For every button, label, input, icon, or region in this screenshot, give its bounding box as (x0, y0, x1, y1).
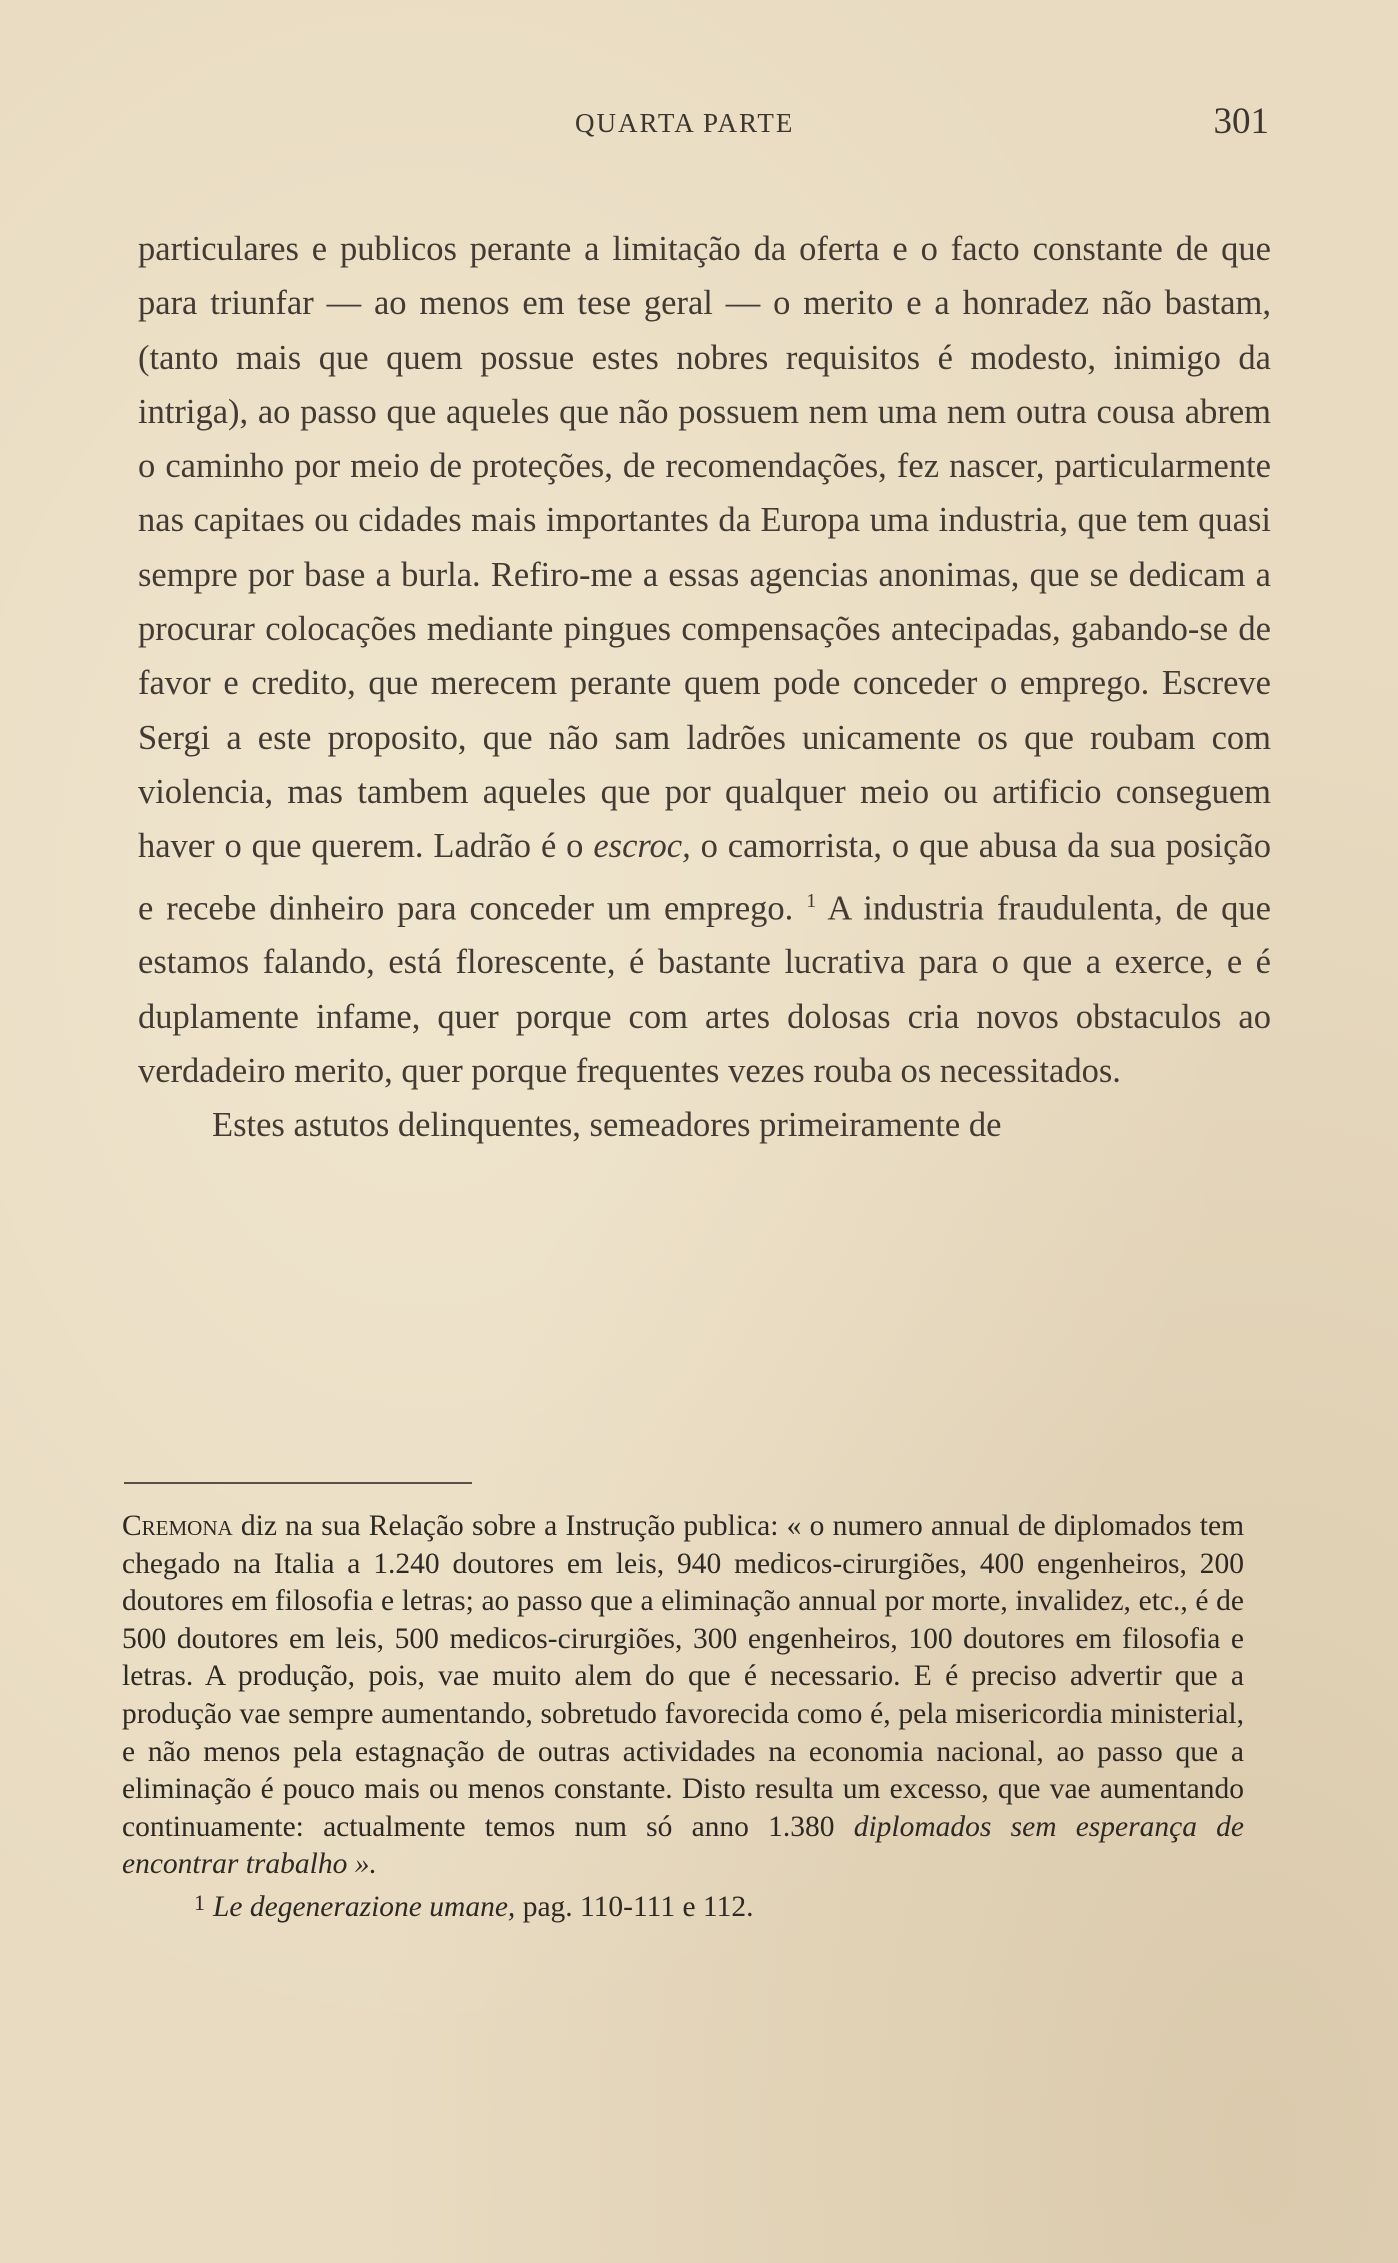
paragraph-1 (138, 222, 1271, 1098)
main-text (138, 222, 1271, 1153)
footnotes (122, 1508, 1244, 1927)
paragraph-1-continued: o camorrista, o que abusa da sua posição e recebe dinheiro para conceder um emprego. (138, 827, 1271, 928)
page-header (575, 101, 1275, 152)
footnote-separator (124, 1482, 472, 1484)
footnote-author: Cremona (122, 1510, 233, 1542)
footnote-cremona-text: diz na sua Relação sobre a Instrução publica: « o numero annual de diplomados tem chegado na Italia a 1.240 doutores em leis, 940 medicos-cirurgiões, 400 engenheiros, 200 doutores em filosofia e letras; ao passo que a eliminação annual por morte, invalidez, etc., é de 500 doutores em leis, 500 medicos-cirurgiões, 300 engenheiros, 100 doutores em filosofia e letras. A produção, pois, vae muito alem do que é necessario. E é preciso advertir que a produção vae sempre aumentando, sobretudo favorecida como é, pela misericordia ministerial, e não menos pela estagnação de outras actividades na economia nacional, ao passo que a eliminação é pouco mais ou menos constante. Disto resulta um excesso, que vae aumentando continuamente: actualmente temos num só anno 1.380 (122, 1510, 1245, 1843)
footnote-1-title: Le degenerazione umane, (213, 1890, 516, 1923)
footnote-reference: 1 (806, 889, 817, 912)
footnote-1-marker: 1 (194, 1889, 205, 1915)
running-head: QUARTA PARTE (575, 108, 795, 138)
footnote-1 (194, 1884, 1244, 1927)
escroc-term: escroc, (593, 827, 691, 866)
paragraph-2: Estes astutos delinquentes, semeadores primeiramente de (212, 1106, 1002, 1145)
footnote-1-pages: pag. 110-111 e 112. (522, 1890, 754, 1923)
footnote-cremona (122, 1508, 1244, 1884)
footnote-cremona-italic: diplomados sem esperança de encontrar trabalho ». (122, 1810, 1245, 1881)
page-number: 301 (1213, 101, 1269, 142)
paragraph-1-text: particulares e publicos perante a limitação da oferta e o facto constante de que para triunfar — ao menos em tese geral — o merito e a honradez não bastam, (tanto mais que quem possue estes nobres requisitos é modesto, inimigo da intriga), ao passo que aqueles que não possuem nem uma nem outra cousa abrem o caminho por meio de proteções, de recomendações, fez nascer, particularmente nas capitaes ou cidades mais importantes da Europa uma industria, que tem quasi sempre por base a burla. Refiro-me a essas agencias anonimas, que se dedicam a procurar colocações mediante pingues compensações antecipadas, gabando-se de favor e credito, que merecem perante quem pode conceder o emprego. Escreve Sergi a este proposito, que não sam ladrões unicamente os que roubam com violencia, mas tambem aqueles que por qualquer meio ou artificio conseguem haver o que querem. Ladrão é o (138, 230, 1271, 866)
paragraph-1-end: A industria fraudulenta, de que estamos falando, está florescente, é bastante lucrativa para o que a exerce, e é duplamente infame, quer porque com artes dolosas cria novos obstaculos ao verdadeiro merito, quer porque frequentes vezes rouba os necessitados. (138, 889, 1271, 1090)
